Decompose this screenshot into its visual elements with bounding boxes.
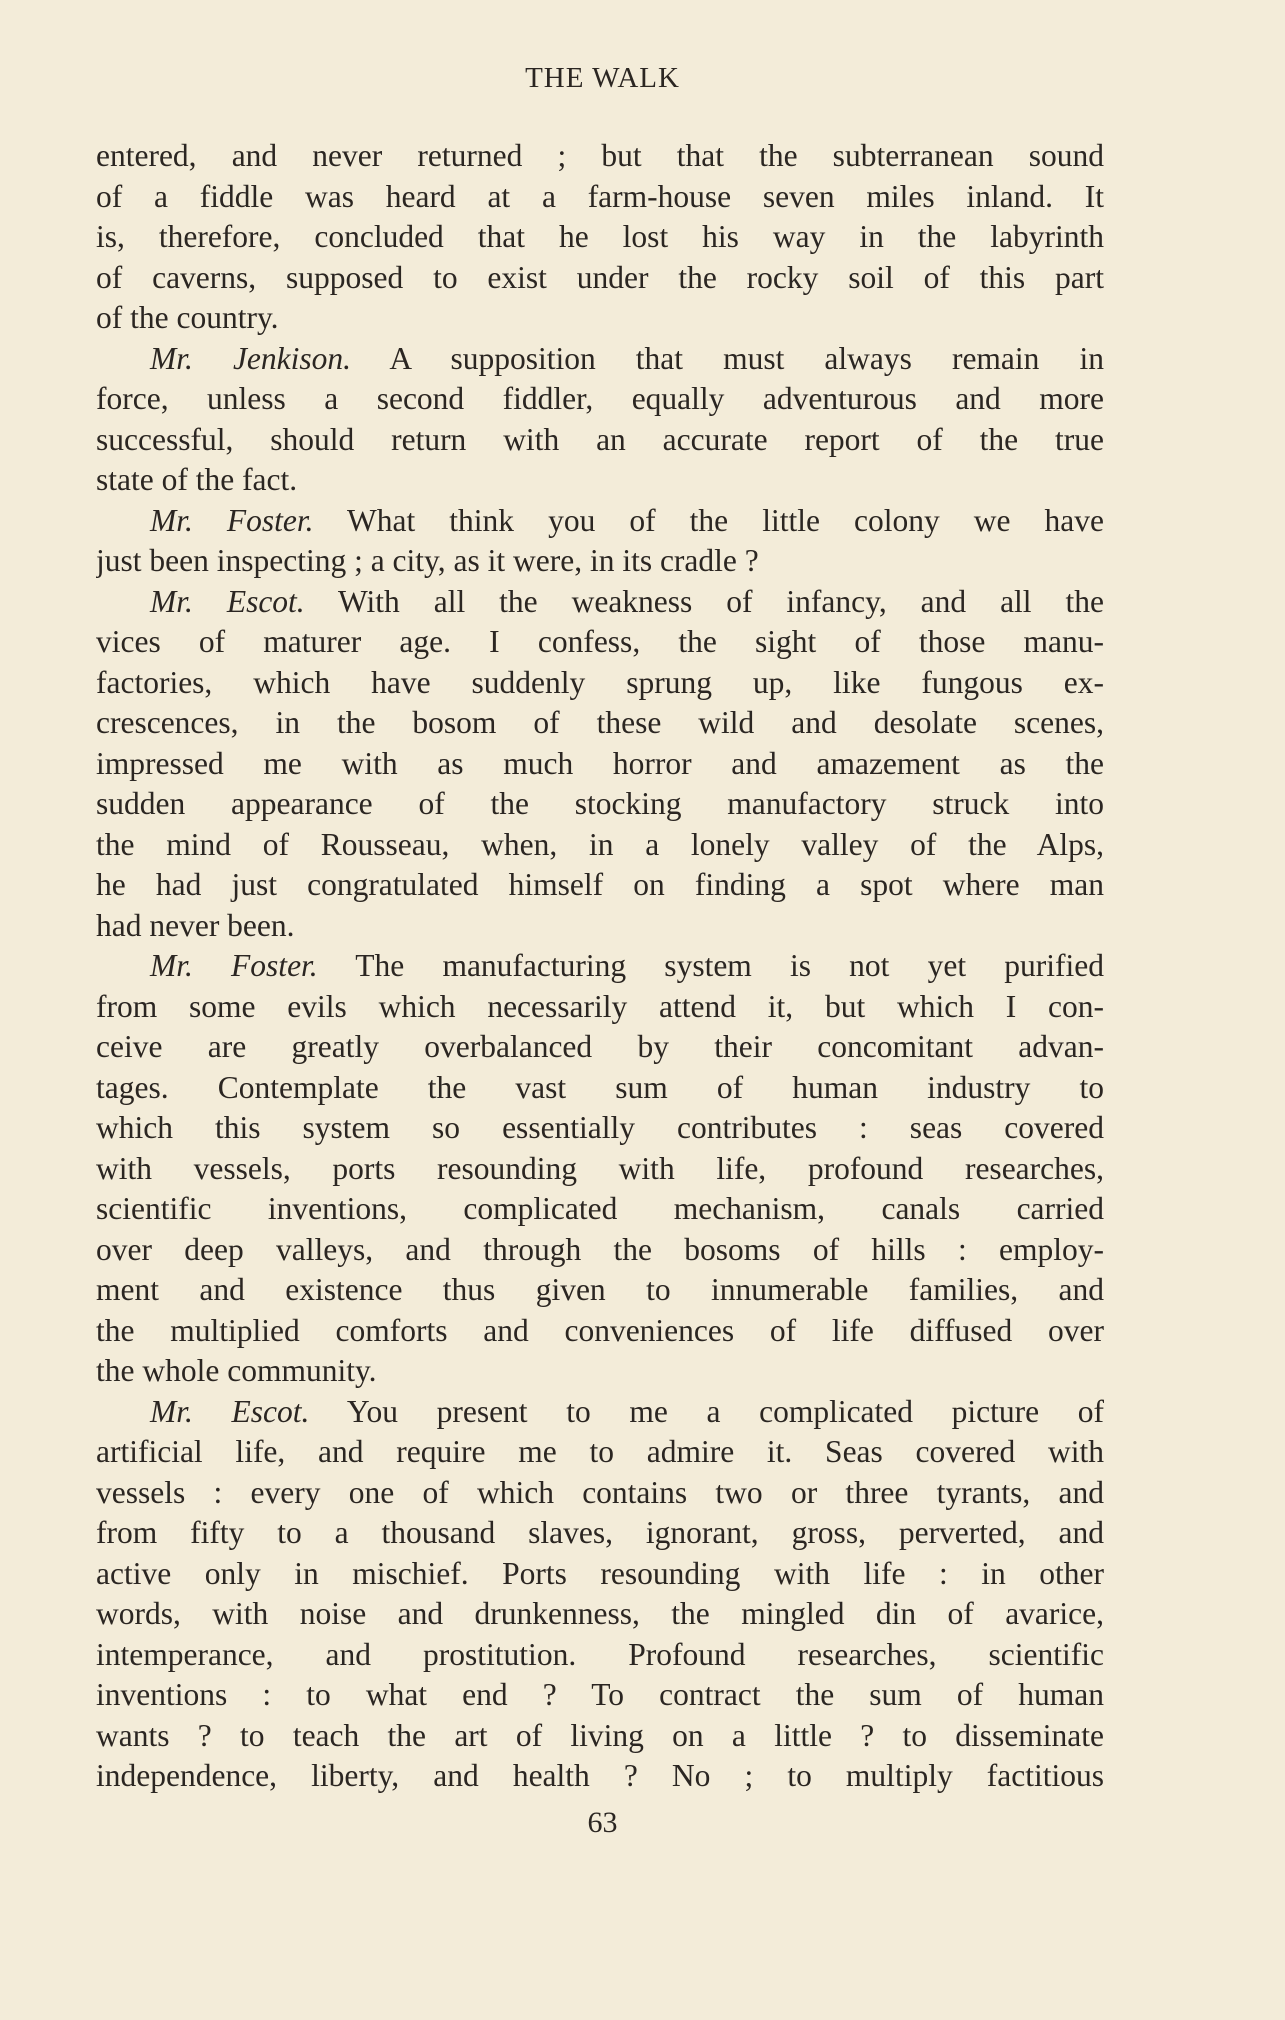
- text-line: [96, 1149, 1104, 1190]
- line-text: which this system so essentially contributes : seas covered: [96, 1110, 1104, 1145]
- line-text: state of the fact.: [96, 462, 298, 497]
- line-text: of the country.: [96, 300, 279, 335]
- text-line: [96, 1027, 1104, 1068]
- text-line: [96, 1432, 1104, 1473]
- text-line: [96, 1473, 1104, 1514]
- line-text: had never been.: [96, 907, 295, 943]
- text-line: [96, 703, 1104, 744]
- text-line: [96, 582, 1104, 623]
- text-line: [96, 1554, 1104, 1595]
- line-text: over deep valleys, and through the bosoms of hills : employ-: [96, 1231, 1104, 1267]
- line-text: he had just congratulated himself on finding a spot where man: [96, 867, 1104, 902]
- text-line: [96, 622, 1104, 663]
- line-text: of caverns, supposed to exist under the rocky soil of this part: [96, 259, 1104, 295]
- text-line: [96, 1189, 1104, 1230]
- line-text: vessels : every one of which contains two or three tyrants, and: [96, 1474, 1104, 1510]
- body-text: [96, 136, 1104, 1797]
- line-text: with vessels, ports resounding with life, profound researches,: [96, 1150, 1104, 1186]
- line-text: factories, which have suddenly sprung up, like fungous ex-: [96, 664, 1104, 700]
- text-line: [96, 1716, 1104, 1757]
- text-line: [96, 541, 1104, 582]
- speaker-name: Mr. Escot.: [150, 583, 305, 619]
- text-line: [96, 1513, 1104, 1554]
- line-text: intemperance, and prostitution. Profound researches, scientific: [96, 1636, 1104, 1672]
- text-line: [96, 1594, 1104, 1635]
- line-text: just been inspecting ; a city, as it were, in its cradle ?: [96, 543, 759, 578]
- text-line: [96, 1068, 1104, 1109]
- line-text: impressed me with as much horror and amazement as the: [96, 745, 1104, 781]
- line-text: from fifty to a thousand slaves, ignorant, gross, perverted, and: [96, 1515, 1104, 1550]
- line-text: words, with noise and drunkenness, the mingled din of avarice,: [96, 1596, 1104, 1631]
- speaker-name: Mr. Jenkison.: [150, 340, 352, 376]
- line-text: artificial life, and require me to admire it. Seas covered with: [96, 1434, 1104, 1469]
- text-line: [96, 744, 1104, 785]
- line-text: A supposition that must always remain in: [351, 340, 1104, 376]
- line-text: is, therefore, concluded that he lost his way in the labyrinth: [96, 219, 1104, 254]
- text-line: [96, 946, 1104, 987]
- line-text: vices of maturer age. I confess, the sight of those manu-: [96, 624, 1104, 659]
- text-line: [96, 1635, 1104, 1676]
- line-text: independence, liberty, and health ? No ; to multiply factitious: [96, 1758, 1104, 1793]
- text-line: [96, 217, 1104, 258]
- text-line: [96, 1675, 1104, 1716]
- line-text: the mind of Rousseau, when, in a lonely valley of the Alps,: [96, 826, 1104, 862]
- text-line: [96, 1351, 1104, 1392]
- line-text: sudden appearance of the stocking manufactory struck into: [96, 786, 1104, 821]
- text-line: [96, 825, 1104, 866]
- line-text: inventions : to what end ? To contract the sum of human: [96, 1677, 1104, 1712]
- line-text: force, unless a second fiddler, equally adventurous and more: [96, 381, 1104, 416]
- line-text: With all the weakness of infancy, and all the: [304, 583, 1104, 619]
- text-line: [96, 420, 1104, 461]
- line-text: the whole community.: [96, 1353, 377, 1388]
- line-text: the multiplied comforts and conveniences of life diffused over: [96, 1312, 1104, 1348]
- text-line: [96, 501, 1104, 542]
- speaker-name: Mr. Foster.: [150, 502, 314, 538]
- speaker-name: Mr. Foster.: [150, 948, 318, 983]
- text-line: [96, 784, 1104, 825]
- line-text: You present to me a complicated picture of: [309, 1393, 1104, 1429]
- text-line: [96, 1392, 1104, 1433]
- text-line: [96, 339, 1104, 380]
- line-text: The manufacturing system is not yet purified: [317, 948, 1104, 983]
- text-line: [96, 1270, 1104, 1311]
- line-text: crescences, in the bosom of these wild and desolate scenes,: [96, 705, 1104, 740]
- text-line: [96, 663, 1104, 704]
- line-text: successful, should return with an accurate report of the true: [96, 421, 1104, 457]
- text-line: [96, 258, 1104, 299]
- text-line: [96, 1311, 1104, 1352]
- line-text: wants ? to teach the art of living on a little ? to disseminate: [96, 1717, 1104, 1753]
- text-line: [96, 460, 1104, 501]
- line-text: What think you of the little colony we have: [313, 502, 1104, 538]
- speaker-name: Mr. Escot.: [150, 1393, 310, 1429]
- page-number: 63: [587, 1806, 618, 1839]
- line-text: active only in mischief. Ports resounding with life : in other: [96, 1555, 1104, 1591]
- text-line: [96, 1756, 1104, 1797]
- line-text: scientific inventions, complicated mechanism, canals carried: [96, 1191, 1104, 1226]
- line-text: entered, and never returned ; but that the subterranean sound: [96, 138, 1104, 173]
- line-text: ment and existence thus given to innumerable families, and: [96, 1272, 1104, 1307]
- text-line: [96, 379, 1104, 420]
- text-line: [96, 906, 1104, 947]
- running-head: THE WALK: [525, 62, 680, 94]
- text-line: [96, 136, 1104, 177]
- text-line: [96, 865, 1104, 906]
- line-text: tages. Contemplate the vast sum of human industry to: [96, 1069, 1104, 1105]
- line-text: from some evils which necessarily attend it, but which I con-: [96, 988, 1104, 1024]
- text-line: [96, 1108, 1104, 1149]
- text-line: [96, 298, 1104, 339]
- text-line: [96, 987, 1104, 1028]
- line-text: ceive are greatly overbalanced by their concomitant advan-: [96, 1029, 1104, 1064]
- text-line: [96, 1230, 1104, 1271]
- text-line: [96, 177, 1104, 218]
- line-text: of a fiddle was heard at a farm-house seven miles inland. It: [96, 178, 1104, 214]
